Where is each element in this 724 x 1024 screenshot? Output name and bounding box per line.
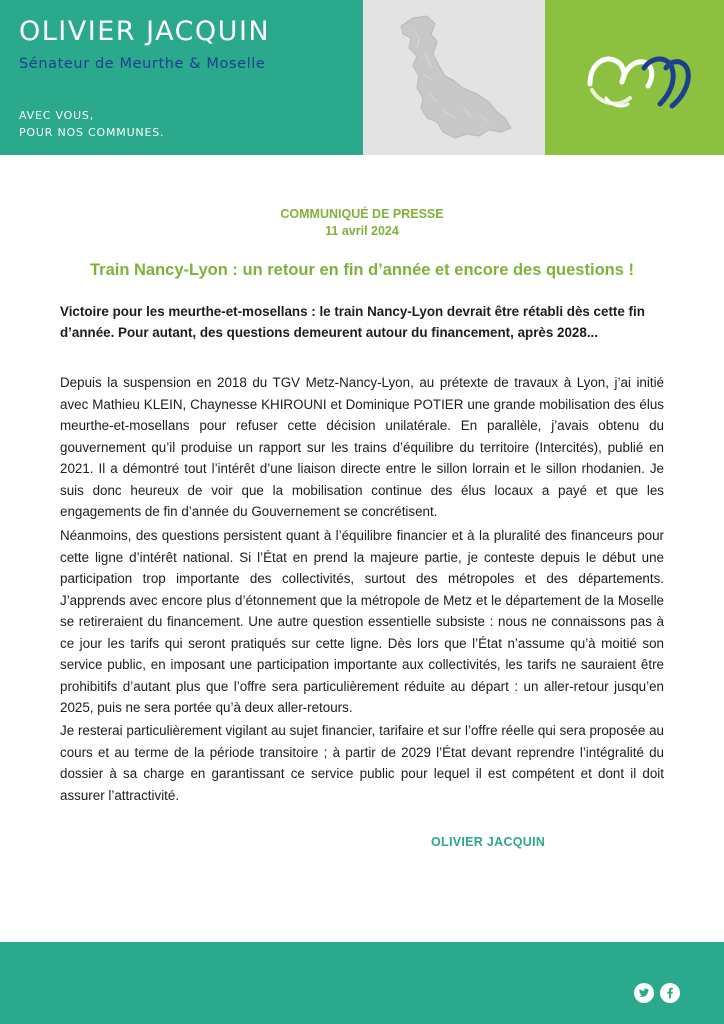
slogan-line-1: AVEC VOUS, bbox=[19, 109, 94, 122]
header-banner bbox=[0, 0, 724, 155]
twitter-icon[interactable] bbox=[634, 983, 654, 1003]
press-release-label: COMMUNIQUÉ DE PRESSE bbox=[280, 207, 444, 221]
slogan bbox=[19, 107, 164, 141]
document-title: Train Nancy-Lyon : un retour en fin d’année et encore des questions ! bbox=[90, 261, 634, 279]
body-paragraph-1: Depuis la suspension en 2018 du TGV Metz-Nancy-Lyon, au prétexte de travaux à Lyon, j’ai initié avec Mathieu KLEIN, Chaynesse KHIROUNI et Dominique POTIER une grande mobilisation des élus meurthe-et-mosellans pour refuser cette décision unilatérale. En parallèle, j’avais obtenu du gouvernement qu’il produise un rapport sur les trains d’équilibre du territoire (Intercités), publié en 2021. Il a démontré tout l’intérêt d’une liaison directe entre le sillon lorrain et le sillon rhodanien. Je suis donc heureux de voir que la mobilisation continue des élus locaux a payé et que les engagements de fin d’année du Gouvernement se concrétisent. bbox=[60, 375, 664, 519]
senator-name: OLIVIER JACQUIN bbox=[19, 16, 271, 47]
facebook-f-icon bbox=[660, 983, 680, 1003]
header-teal-panel bbox=[0, 0, 363, 155]
lead-paragraph: Victoire pour les meurthe-et-mosellans : le train Nancy-Lyon devrait être rétabli dès cette fin d’année. Pour autant, des questions demeurent autour du financement, après 2028... bbox=[60, 304, 645, 340]
body-paragraph-3: Je resterai particulièrement vigilant au sujet financier, tarifaire et sur l’offre réelle qui sera proposée au cours et au terme de la période transitoire ; à partir de 2029 l’État devant reprendre l’intégralité du dossier à sa charge en garantissant ce service public pour lequel il est compétent et dont il doit assurer l’attractivité. bbox=[60, 723, 664, 803]
press-release-header bbox=[0, 206, 724, 240]
footer-band bbox=[0, 942, 724, 1024]
twitter-bird-icon bbox=[634, 983, 654, 1003]
slogan-line-2: POUR NOS COMMUNES. bbox=[19, 126, 165, 139]
press-release-date: 11 avril 2024 bbox=[325, 224, 399, 238]
logo-icon bbox=[582, 46, 694, 114]
facebook-icon[interactable] bbox=[660, 983, 680, 1003]
signature: OLIVIER JACQUIN bbox=[431, 835, 546, 849]
senator-title: Sénateur de Meurthe & Moselle bbox=[19, 56, 266, 72]
department-map-icon bbox=[393, 14, 518, 144]
body-paragraph-2: Néanmoins, des questions persistent quant à l’équilibre financier et à la pluralité des financeurs pour cette ligne d’intérêt national. Si l’État en prend la majeure partie, je conteste depuis le début une participation trop importante des collectivités, surtout des métropoles et des départements. J’apprends avec encore plus d’étonnement que la métropole de Metz et le département de la Moselle se retireraient du financement. Une autre question essentielle subsiste : nous ne connaissons pas à ce jour les tarifs qui seront pratiqués sur cette ligne. Dès lors que l’État n’assume qu’à moitié son service public, en imposant une participation importante aux collectivités, les tarifs ne sauraient être prohibitifs d’autant plus que l’offre sera particulièrement réduite au départ : un aller-retour jusqu’en 2025, puis ne sera portée qu’à deux aller-retours. bbox=[60, 528, 664, 715]
